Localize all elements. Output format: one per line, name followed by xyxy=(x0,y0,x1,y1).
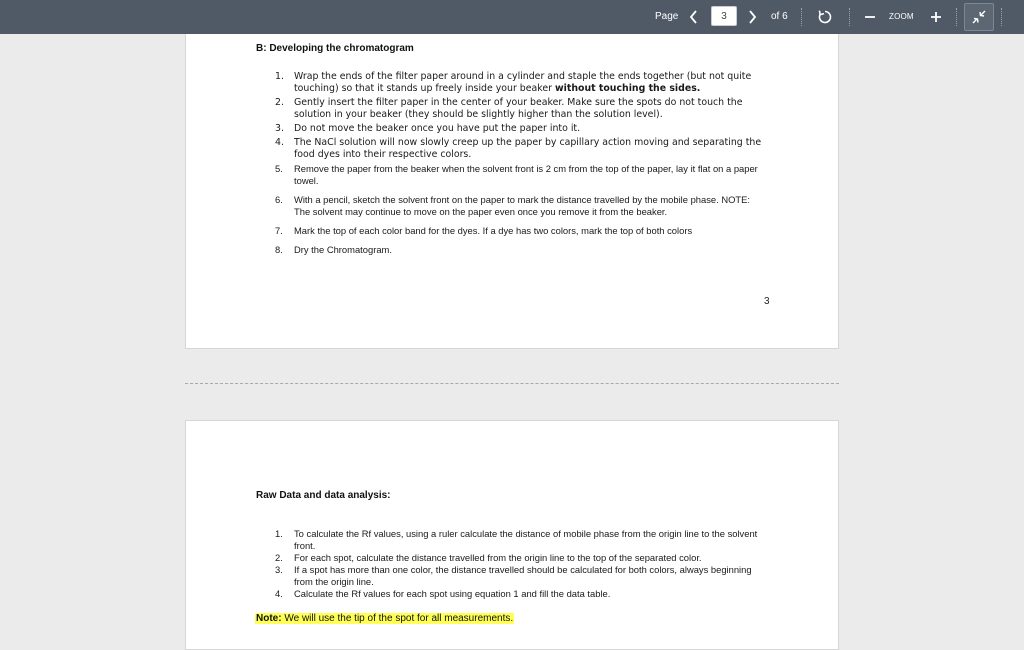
list-item: 5. Remove the paper from the beaker when the solvent front is 2 cm from the top of the paper, lay it flat on a paper towel. xyxy=(275,163,758,186)
zoom-label: ZOOM xyxy=(889,12,914,21)
plus-icon xyxy=(928,8,944,26)
pdf-page-3 xyxy=(185,34,839,349)
toolbar-separator xyxy=(801,8,802,26)
rotate-icon xyxy=(816,8,834,26)
minus-icon xyxy=(862,8,878,26)
collapse-icon xyxy=(965,4,993,30)
page-divider xyxy=(185,383,839,384)
zoom-in-button[interactable] xyxy=(928,8,944,26)
rotate-button[interactable] xyxy=(816,8,834,26)
pdf-page-4 xyxy=(185,420,839,650)
list-item: 4. The NaCl solution will now slowly creep up the paper by capillary action moving and separating the food dyes into their respective colors. xyxy=(275,137,762,160)
toolbar-separator xyxy=(849,8,850,26)
section-heading: Raw Data and data analysis: xyxy=(256,490,391,501)
list-item: 3. Do not move the beaker once you have put the paper into it. xyxy=(275,123,581,134)
list-item: 7. Mark the top of each color band for the dyes. If a dye has two colors, mark the top of both colors xyxy=(275,225,693,236)
total-pages-label: of 6 xyxy=(771,11,788,22)
list-item: 3. If a spot has more than one color, the distance travelled should be calculated for both colors, always beginning from the origin line. xyxy=(275,564,752,587)
toolbar-separator xyxy=(956,8,957,26)
chevron-left-icon xyxy=(686,7,702,27)
procedure-steps xyxy=(275,71,766,256)
measurement-note: Note: We will use the tip of the spot for all measurements. xyxy=(256,613,514,624)
exit-fullscreen-button[interactable] xyxy=(964,3,994,31)
zoom-out-button[interactable] xyxy=(862,8,878,26)
analysis-steps xyxy=(275,528,770,600)
page-number: 3 xyxy=(764,296,770,307)
next-page-button[interactable] xyxy=(744,7,760,27)
page-label: Page xyxy=(655,11,679,22)
list-item: 8. Dry the Chromatogram. xyxy=(275,244,392,255)
toolbar-separator xyxy=(1001,8,1002,26)
list-item: 4. Calculate the Rf values for each spot using equation 1 and fill the data table. xyxy=(275,588,611,599)
list-item: 6. With a pencil, sketch the solvent front on the paper to mark the distance travelled by the mobile phase. NOTE: The solvent may continue to move on the paper even once you remove it from the beaker. xyxy=(275,194,750,217)
previous-page-button[interactable] xyxy=(686,7,702,27)
list-item: 2. Gently insert the filter paper in the center of your beaker. Make sure the spots do not touch the solution in your beaker (they should be slightly higher than the solution level). xyxy=(275,97,743,120)
page-number-input[interactable] xyxy=(711,6,737,26)
section-heading: B: Developing the chromatogram xyxy=(256,43,414,54)
list-item: 1. To calculate the Rf values, using a ruler calculate the distance of mobile phase from the origin line to the solvent front. xyxy=(275,528,758,551)
pdf-toolbar xyxy=(0,0,1024,34)
chevron-right-icon xyxy=(744,7,760,27)
list-item: 2. For each spot, calculate the distance travelled from the origin line to the top of the separated color. xyxy=(275,552,702,563)
list-item: 1. Wrap the ends of the filter paper around in a cylinder and staple the ends together (but not quite touching) so that it stands up freely inside your beaker without touching the sides. xyxy=(275,71,752,94)
